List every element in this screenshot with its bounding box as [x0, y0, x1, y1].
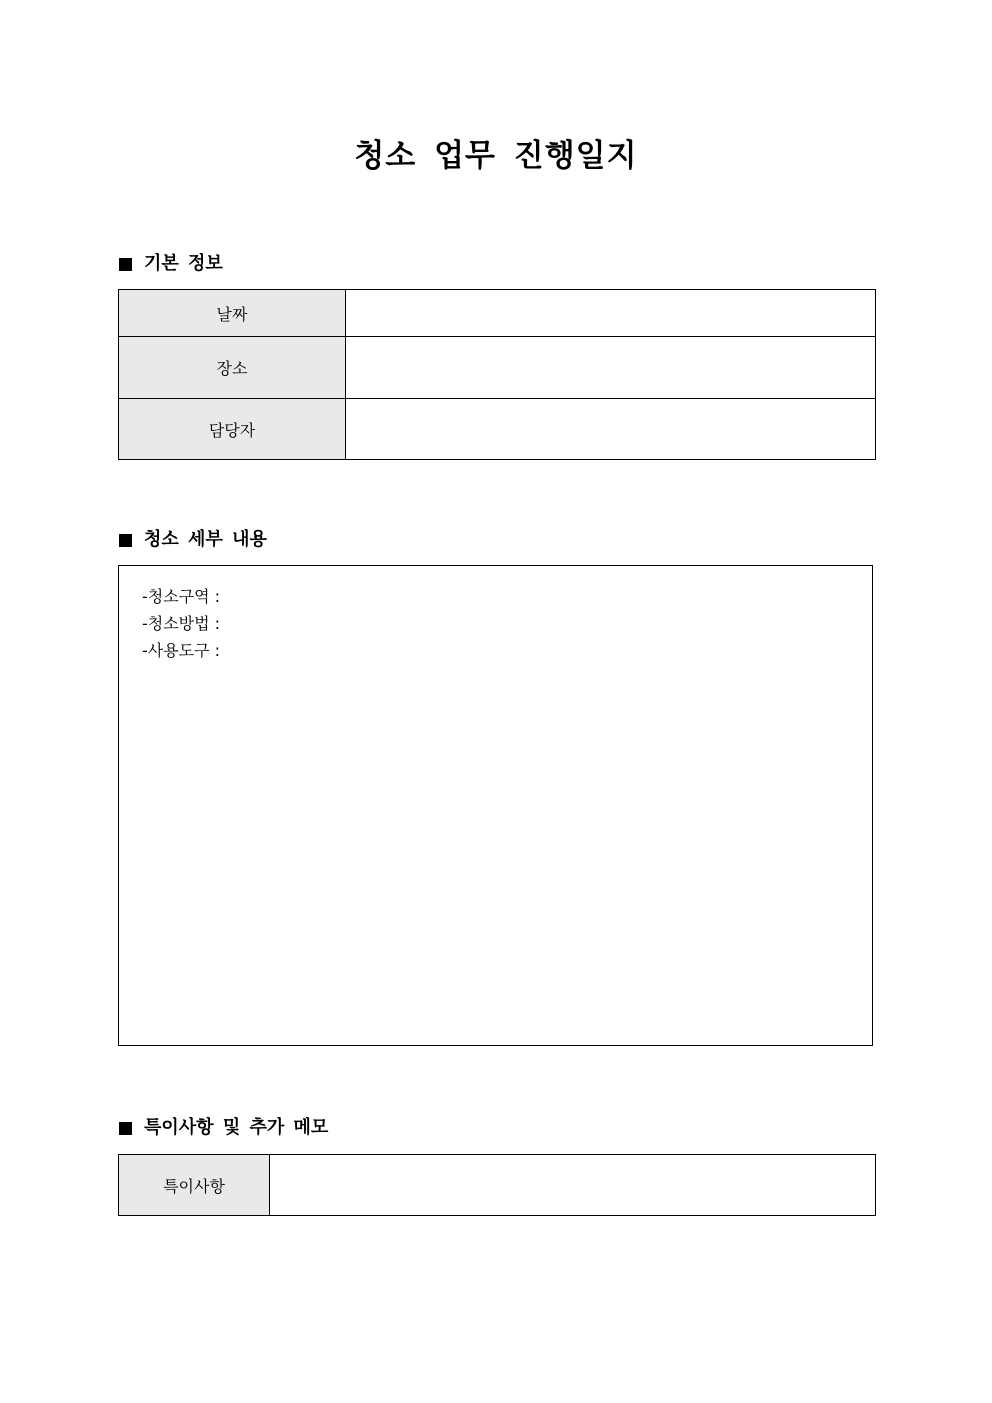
special-notes-label: 특이사항 — [119, 1155, 270, 1216]
table-row — [119, 290, 876, 337]
section-heading-label: 기본 정보 — [144, 253, 223, 274]
section-heading-label: 특이사항 및 추가 메모 — [144, 1117, 329, 1138]
square-bullet-icon — [119, 1122, 132, 1135]
location-label: 장소 — [119, 337, 346, 399]
square-bullet-icon — [119, 534, 132, 547]
section-heading-details — [119, 528, 267, 552]
manager-label: 담당자 — [119, 399, 346, 460]
table-row — [119, 1155, 876, 1216]
date-value-field[interactable] — [346, 290, 876, 337]
section-heading-basic-info — [119, 252, 223, 276]
location-value-field[interactable] — [346, 337, 876, 399]
detail-line-area: -청소구역 : — [142, 587, 221, 606]
section-heading-notes — [119, 1116, 328, 1140]
section-heading-label: 청소 세부 내용 — [144, 529, 267, 550]
basic-info-table — [118, 289, 876, 460]
details-box[interactable] — [118, 565, 873, 1046]
manager-value-field[interactable] — [346, 399, 876, 460]
square-bullet-icon — [119, 258, 132, 271]
document-title: 청소 업무 진행일지 — [354, 138, 638, 174]
date-label: 날짜 — [119, 290, 346, 337]
table-row — [119, 337, 876, 399]
special-notes-value-field[interactable] — [270, 1155, 876, 1216]
details-list — [142, 583, 220, 664]
table-row — [119, 399, 876, 460]
detail-line-method: -청소방법 : — [142, 614, 221, 633]
detail-line-tools: -사용도구 : — [142, 641, 221, 660]
notes-table — [118, 1154, 876, 1216]
